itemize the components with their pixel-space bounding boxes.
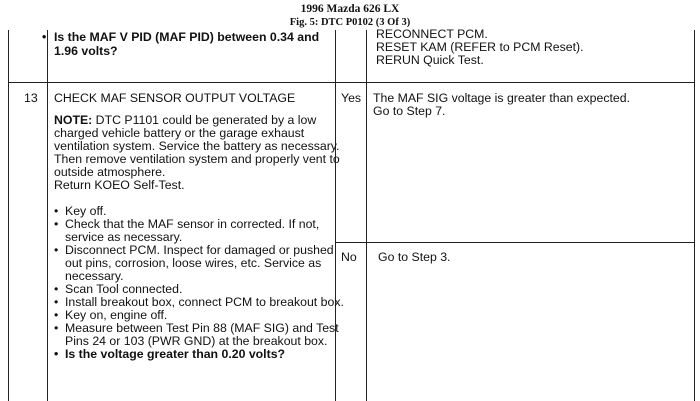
action-line: RECONNECT PCM. bbox=[376, 27, 488, 41]
column-divider-action bbox=[366, 30, 367, 401]
procedure-list bbox=[54, 205, 344, 361]
list-item: • Check that the MAF sensor in corrected. If not, service as necessary. bbox=[54, 218, 344, 244]
step-note bbox=[54, 114, 342, 192]
continued-test-question: Is the MAF V PID (MAF PID) between 0.34 and 1.96 volts? bbox=[54, 30, 320, 58]
note-after: Return KOEO Self-Test. bbox=[54, 178, 185, 192]
result-no: No bbox=[341, 250, 357, 264]
list-item: • Install breakout box, connect PCM to breakout box. bbox=[54, 296, 344, 309]
action-line: RERUN Quick Test. bbox=[376, 52, 484, 67]
action-line: Go to Step 7. bbox=[373, 104, 446, 118]
column-divider-step bbox=[47, 30, 48, 401]
action-line: RESET KAM (REFER to PCM Reset). bbox=[376, 39, 584, 54]
result-yes: Yes bbox=[341, 91, 362, 105]
table-left-border bbox=[8, 30, 9, 401]
list-item: • Disconnect PCM. Inspect for damaged or pushed out pins, corrosion, loose wires, etc. Service as necessary. bbox=[54, 244, 344, 283]
final-question: • Is the voltage greater than 0.20 volts? bbox=[54, 348, 344, 361]
action-line: The MAF SIG voltage is greater than expected. bbox=[373, 91, 630, 105]
step-title: CHECK MAF SENSOR OUTPUT VOLTAGE bbox=[54, 91, 296, 105]
note-text: DTC P1101 could be generated by a low charged vehicle battery or the garage exhaust ventilation system. Service the battery as necessary. Then remove ventilation system and properly vent to outside atmosphere. bbox=[54, 113, 340, 179]
row-divider-result bbox=[335, 242, 695, 243]
note-label: NOTE: bbox=[54, 113, 93, 127]
continued-test-item bbox=[42, 30, 339, 58]
continued-action-cell bbox=[376, 28, 584, 66]
document-title: 1996 Mazda 626 LX bbox=[300, 3, 400, 15]
step-number: 13 bbox=[24, 91, 38, 105]
table-right-border bbox=[694, 30, 695, 401]
list-item: • Scan Tool connected. bbox=[54, 283, 344, 296]
action-yes bbox=[373, 92, 673, 118]
list-item: • Measure between Test Pin 88 (MAF SIG) and Test Pins 24 or 103 (PWR GND) at the breakout box. bbox=[54, 322, 344, 348]
list-item: • Key on, engine off. bbox=[54, 309, 344, 322]
action-no: Go to Step 3. bbox=[378, 250, 451, 264]
bullet-icon: • bbox=[42, 30, 47, 44]
list-item: • Key off. bbox=[54, 205, 344, 218]
row-divider bbox=[8, 82, 695, 83]
figure-caption: Fig. 5: DTC P0102 (3 Of 3) bbox=[289, 17, 411, 28]
